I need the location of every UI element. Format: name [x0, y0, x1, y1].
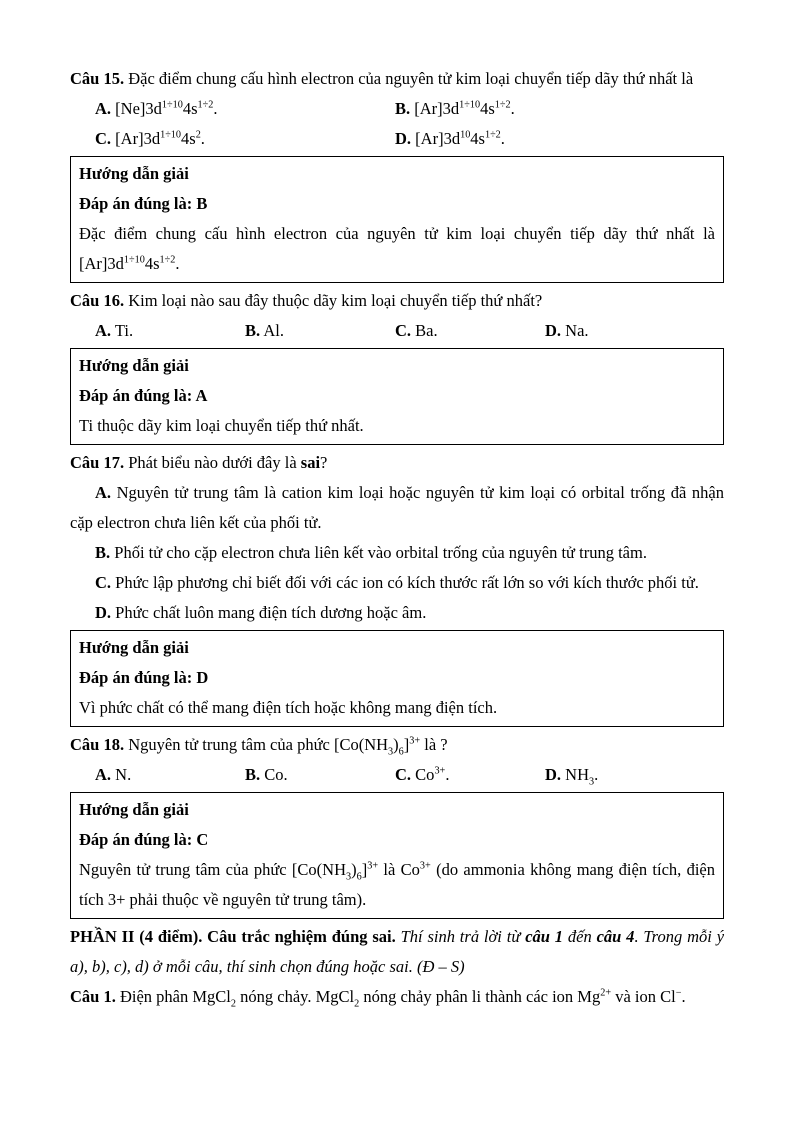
question-17-option-d: [70, 598, 724, 628]
question-15-option-c: [70, 124, 370, 154]
question-16-option-a: [70, 316, 220, 346]
option-letter-a: A.: [95, 483, 112, 502]
section-ii: [70, 922, 724, 1012]
option-letter-b: B.: [95, 543, 111, 562]
section-ii-heading: PHẦN II (4 điểm). Câu trắc nghiệm đúng sai. Thí sinh trả lời từ câu 1 đến câu 4. Trong mỗi ý a), b), c), d) ở mỗi câu, thí sinh chọn đúng hoặc sai. (Đ – S): [70, 927, 725, 976]
question-16-text-line: [70, 286, 724, 316]
question-16-options: [70, 316, 724, 346]
question-18-solution-box: [70, 792, 724, 919]
solution-header: Hướng dẫn giải: [79, 638, 189, 657]
question-18-text: Nguyên tử trung tâm của phức $[Co(NH_3)_6]^{3+}$ là ?: [128, 735, 448, 758]
option-letter-d: D.: [395, 129, 412, 148]
solution-header: Hướng dẫn giải: [79, 164, 189, 183]
option-text-c: Phức lập phương chỉ biết đối với các ion có kích thước rất lớn so với kích thước phối tử.: [115, 573, 699, 592]
solution-body: Nguyên tử trung tâm của phức $[Co(NH_3)_6]^{3+}$ là $Co^{3+}$ (do ammonia không mang điện tích, điện tích 3+ phải thuộc về nguyên tử trung tâm).: [79, 860, 716, 909]
option-text-d: $[Ar]3d^{10}4s^{1\div 2}$.: [415, 129, 505, 148]
option-letter-d: D.: [545, 321, 562, 340]
option-text-d: Na.: [565, 321, 589, 340]
question-18-option-d: [520, 760, 724, 790]
question-17-text: Phát biểu nào dưới đây là sai?: [128, 453, 328, 472]
option-letter-d: D.: [545, 765, 562, 784]
question-17-option-a: [70, 478, 724, 538]
question-17: [70, 448, 724, 727]
question-15-text-line: [70, 64, 724, 94]
option-letter-a: A.: [95, 99, 112, 118]
option-letter-b: B.: [245, 321, 261, 340]
question-17-solution-box: [70, 630, 724, 727]
option-text-d: $NH_3$.: [565, 765, 599, 788]
option-text-a: Ti.: [114, 321, 134, 340]
question-16-option-b: [220, 316, 370, 346]
question-18-options: [70, 760, 724, 790]
option-text-b: Phối tử cho cặp electron chưa liên kết vào orbital trống của nguyên tử trung tâm.: [114, 543, 647, 562]
question-15-label: Câu 15.: [70, 69, 125, 88]
question-18-option-a: [70, 760, 220, 790]
option-letter-c: C.: [95, 129, 112, 148]
question-18-option-c: [370, 760, 520, 790]
option-letter-a: A.: [95, 765, 112, 784]
option-letter-c: C.: [95, 573, 112, 592]
option-text-c: Ba.: [415, 321, 438, 340]
option-letter-b: B.: [245, 765, 261, 784]
question-17-label: Câu 17.: [70, 453, 125, 472]
question-17-text-line: [70, 448, 724, 478]
solution-answer: Đáp án đúng là: D: [79, 668, 209, 687]
solution-answer: Đáp án đúng là: A: [79, 386, 208, 405]
question-15-text: Đặc điểm chung cấu hình electron của nguyên tử kim loại chuyển tiếp dãy thứ nhất là: [128, 69, 694, 88]
question-18-label: Câu 18.: [70, 735, 125, 754]
solution-answer: Đáp án đúng là: C: [79, 830, 209, 849]
solution-answer: Đáp án đúng là: B: [79, 194, 208, 213]
question-15: [70, 64, 724, 283]
option-text-a: $[Ne]3d^{1\div 10}4s^{1\div 2}$.: [115, 99, 218, 118]
question-16-text: Kim loại nào sau đây thuộc dãy kim loại chuyển tiếp thứ nhất?: [128, 291, 543, 310]
solution-header: Hướng dẫn giải: [79, 356, 189, 375]
question-1-text: Điện phân MgCl$_2$ nóng chảy. MgCl$_2$ nóng chảy phân li thành các ion $Mg^{2+}$ và ion Cl−.: [119, 987, 686, 1010]
solution-body: Đặc điểm chung cấu hình electron của nguyên tử kim loại chuyển tiếp dãy thứ nhất là $[Ar]3d^{1\div 10}4s^{1\div 2}$.: [79, 224, 715, 273]
option-letter-d: D.: [95, 603, 112, 622]
question-16-option-d: [520, 316, 724, 346]
section-ii-question-1: [70, 982, 724, 1012]
solution-body: Ti thuộc dãy kim loại chuyển tiếp thứ nhất.: [79, 416, 364, 435]
question-16: [70, 286, 724, 445]
question-18: [70, 730, 724, 919]
question-15-option-a: [70, 94, 370, 124]
question-17-option-b: [70, 538, 724, 568]
option-text-b: $[Ar]3d^{1\div 10}4s^{1\div 2}$.: [414, 99, 515, 118]
option-text-a: Nguyên tử trung tâm là cation kim loại hoặc nguyên tử kim loại có orbital trống đã nhận cặp electron chưa liên kết của phối tử.: [70, 483, 725, 532]
question-1-label: Câu 1.: [70, 987, 116, 1006]
option-letter-c: C.: [395, 765, 412, 784]
question-15-option-d: [370, 124, 724, 154]
solution-body: Vì phức chất có thể mang điện tích hoặc không mang điện tích.: [79, 698, 498, 717]
option-text-b: Al.: [263, 321, 284, 340]
option-text-c: $Co^{3+}$.: [415, 765, 450, 784]
option-letter-b: B.: [395, 99, 411, 118]
option-letter-a: A.: [95, 321, 112, 340]
option-letter-c: C.: [395, 321, 412, 340]
question-16-label: Câu 16.: [70, 291, 125, 310]
option-text-b: Co.: [264, 765, 288, 784]
question-17-option-c: [70, 568, 724, 598]
question-15-solution-box: [70, 156, 724, 283]
question-15-options: [70, 94, 724, 154]
option-text-d: Phức chất luôn mang điện tích dương hoặc âm.: [115, 603, 427, 622]
option-text-a: N.: [115, 765, 132, 784]
question-18-text-line: [70, 730, 724, 760]
question-16-solution-box: [70, 348, 724, 445]
option-text-c: $[Ar]3d^{1\div 10}4s^2$.: [115, 129, 205, 148]
question-16-option-c: [370, 316, 520, 346]
question-18-option-b: [220, 760, 370, 790]
question-15-option-b: [370, 94, 724, 124]
solution-header: Hướng dẫn giải: [79, 800, 189, 819]
